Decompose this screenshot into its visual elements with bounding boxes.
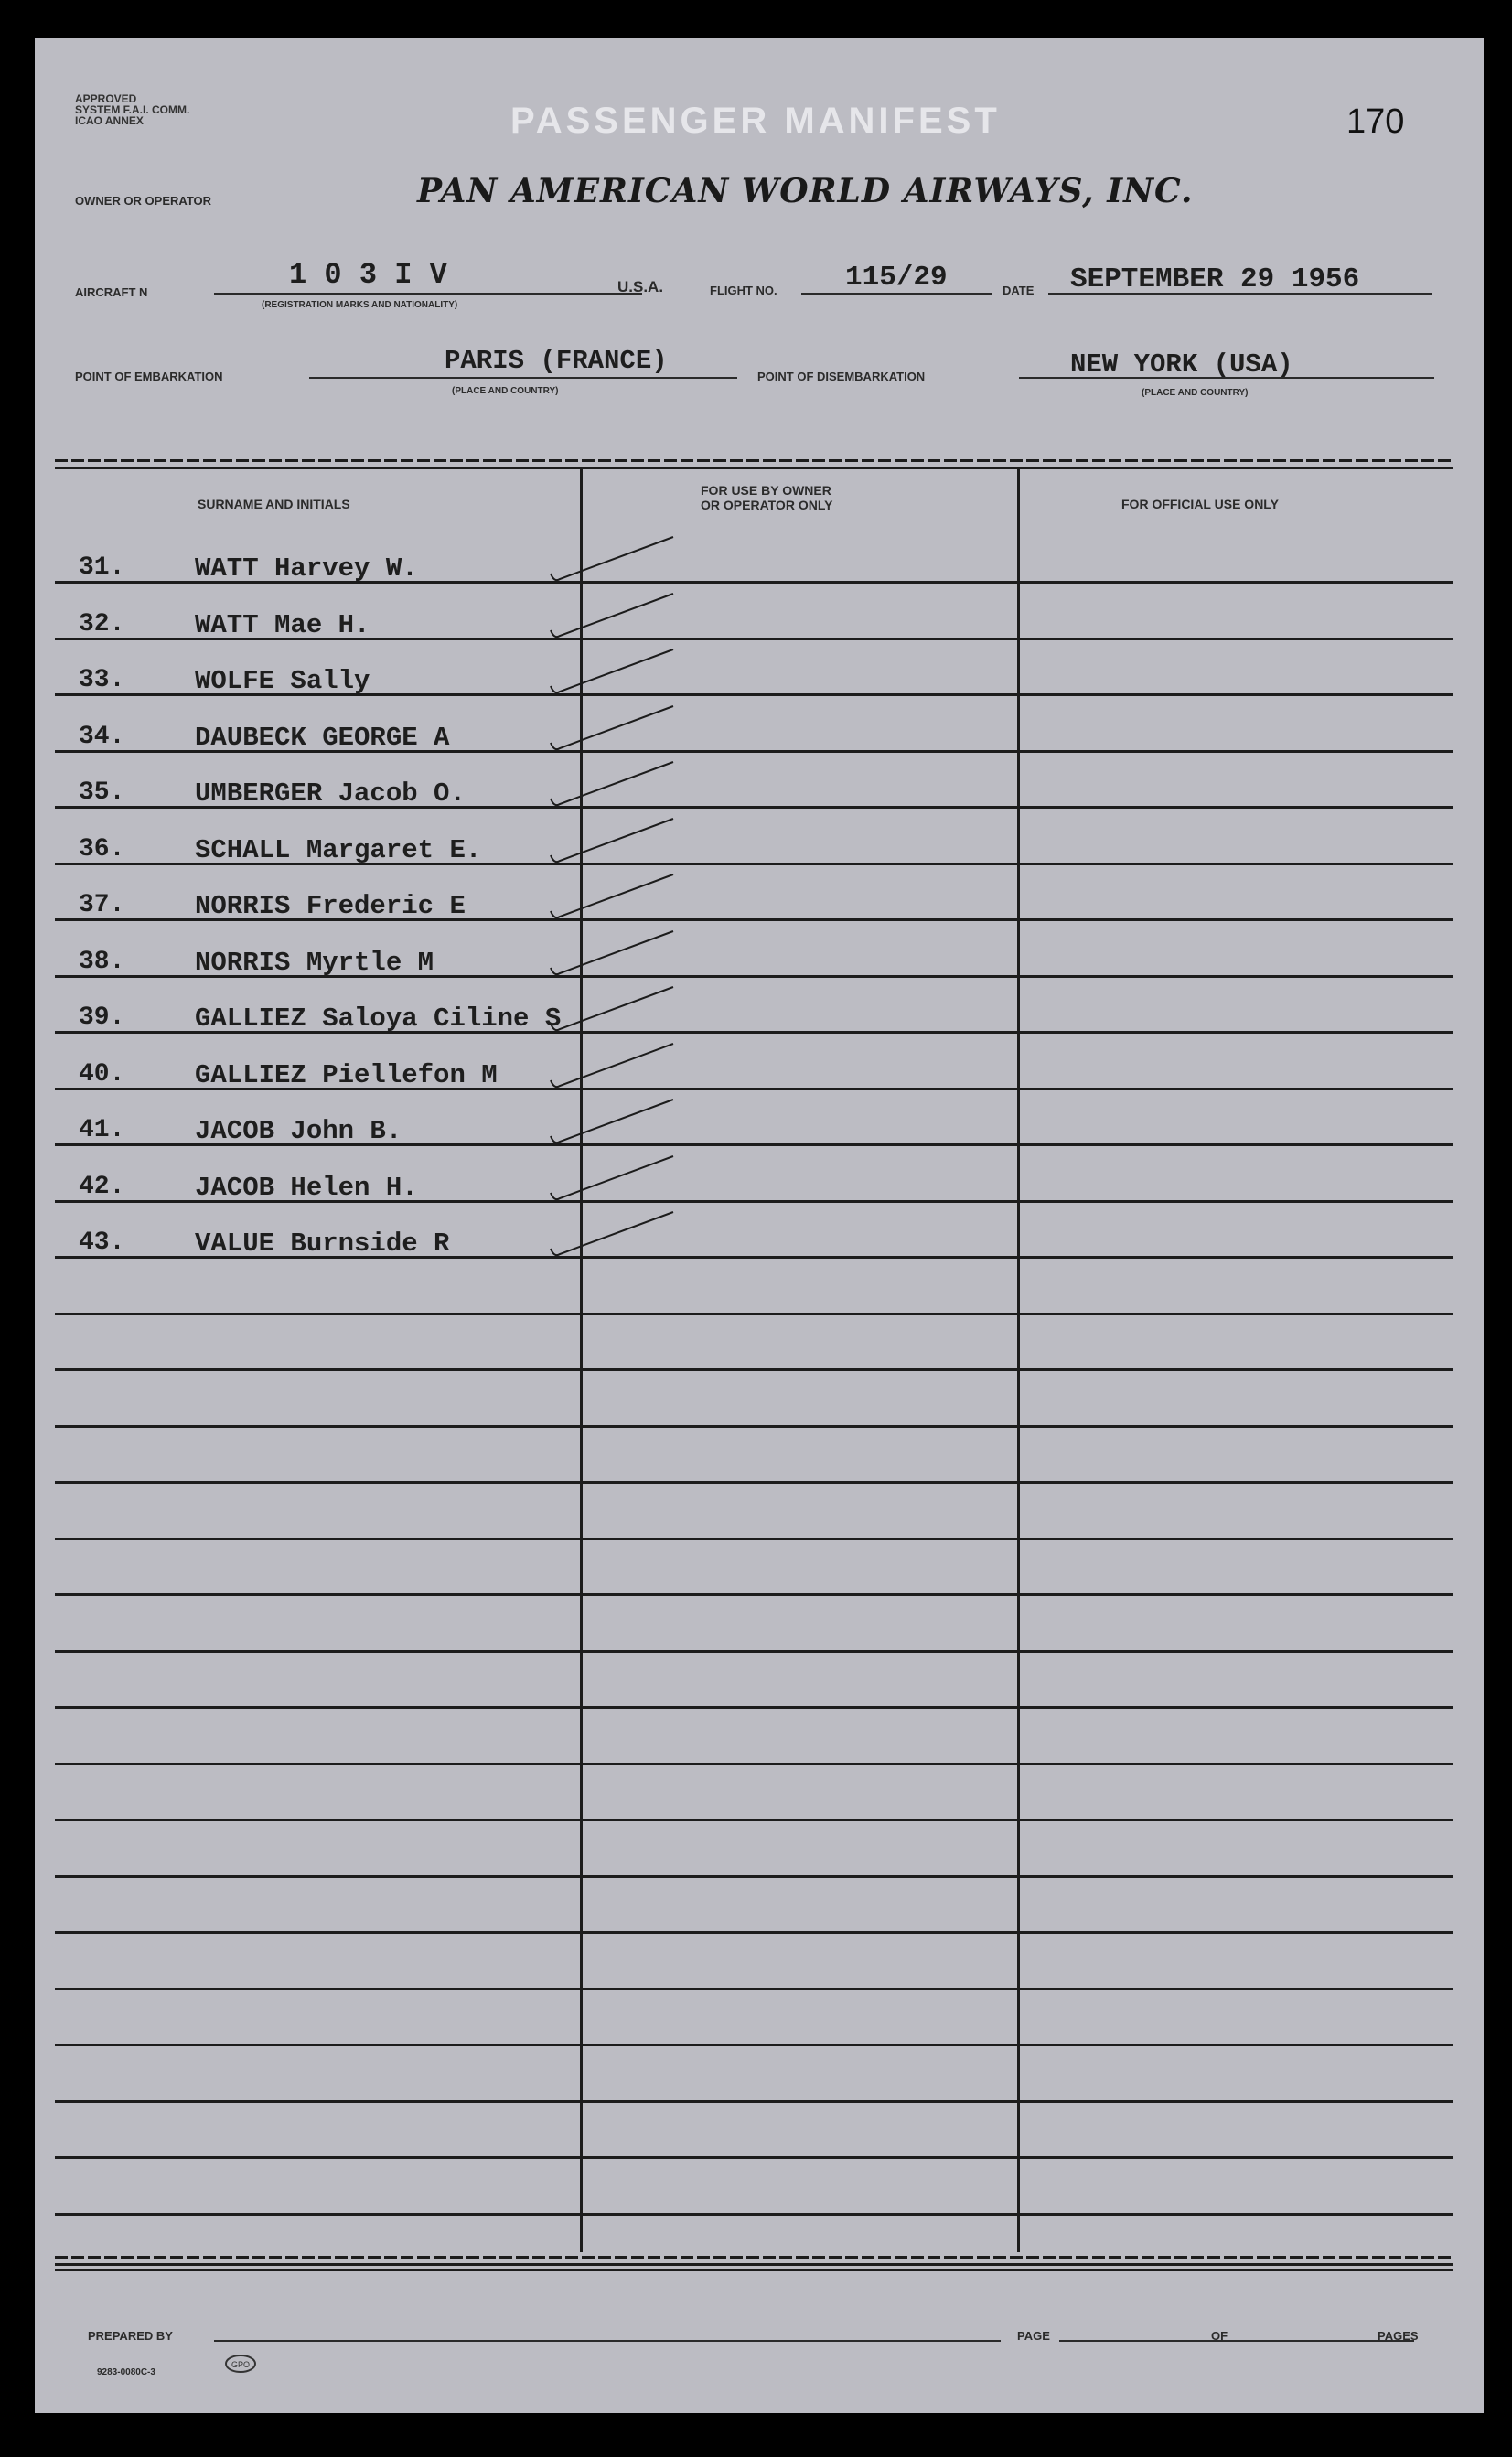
- form-number: 9283-0080C-3: [97, 2367, 155, 2377]
- passenger-name: WATT Harvey W.: [195, 553, 418, 584]
- aircraft-value: 1 0 3 I V: [289, 258, 447, 292]
- embark-label: POINT OF EMBARKATION: [75, 370, 223, 383]
- embark-caption: (PLACE AND COUNTRY): [452, 386, 559, 396]
- checkmark-icon: [545, 1040, 710, 1100]
- approval-stamp: [75, 93, 189, 126]
- of-label: OF: [1211, 2329, 1228, 2343]
- checkmark-icon: [545, 1153, 710, 1212]
- passenger-name: NORRIS Frederic E: [195, 891, 466, 921]
- checkmark-icon: [545, 1096, 710, 1155]
- checkmark-icon: [545, 928, 710, 987]
- aircraft-label: AIRCRAFT N: [75, 285, 148, 299]
- passenger-number: 33.: [79, 666, 125, 694]
- nationality: U.S.A.: [617, 278, 664, 295]
- date-label: DATE: [1003, 284, 1035, 297]
- checkmark-icon: [545, 590, 710, 649]
- passenger-number: 39.: [79, 1003, 125, 1032]
- passenger-name: JACOB Helen H.: [195, 1173, 418, 1203]
- row-rule: [55, 1593, 1453, 1596]
- svg-text:GPO: GPO: [231, 2360, 251, 2369]
- row-rule: [55, 2269, 1453, 2271]
- row-rule: [55, 1481, 1453, 1484]
- checkmark-icon: [545, 533, 710, 593]
- checkmark-icon: [545, 1208, 710, 1268]
- owner-value: PAN AMERICAN WORLD AIRWAYS, INC.: [417, 172, 1194, 210]
- passenger-name: WATT Mae H.: [195, 610, 370, 640]
- registration-caption: (REGISTRATION MARKS AND NATIONALITY): [262, 300, 458, 310]
- row-rule: [55, 1313, 1453, 1315]
- row-rule: [55, 1819, 1453, 1821]
- row-rule: [55, 1368, 1453, 1371]
- column-official-use: FOR OFFICIAL USE ONLY: [1121, 497, 1279, 511]
- passenger-name: UMBERGER Jacob O.: [195, 778, 466, 809]
- checkmark-icon: [545, 758, 710, 818]
- passenger-number: 36.: [79, 835, 125, 864]
- row-rule: [55, 1650, 1453, 1653]
- checkmark-icon: [545, 646, 710, 705]
- row-rule: [55, 1425, 1453, 1428]
- page-title: PASSENGER MANIFEST: [510, 101, 1001, 141]
- row-rule: [55, 2044, 1453, 2046]
- approval-line-1: APPROVED: [75, 92, 137, 105]
- row-rule: [55, 2156, 1453, 2159]
- checkmark-icon: [545, 703, 710, 762]
- row-rule: [55, 1538, 1453, 1540]
- checkmark-icon: [545, 871, 710, 930]
- passenger-number: 34.: [79, 723, 125, 751]
- passenger-name: GALLIEZ Piellefon M: [195, 1060, 498, 1090]
- column-owner-use: FOR USE BY OWNER OR OPERATOR ONLY: [701, 483, 833, 512]
- embark-underline: [309, 377, 737, 379]
- manifest-sheet: [35, 38, 1484, 2413]
- flight-value: 115/29: [845, 262, 948, 294]
- passenger-number: 37.: [79, 891, 125, 919]
- row-rule: [55, 1988, 1453, 1990]
- checkmark-icon: [545, 815, 710, 874]
- passenger-number: 38.: [79, 948, 125, 976]
- printer-mark-icon: [222, 2353, 259, 2375]
- passenger-number: 31.: [79, 553, 125, 582]
- passenger-name: VALUE Burnside R: [195, 1228, 450, 1259]
- passenger-name: NORRIS Myrtle M: [195, 948, 434, 978]
- table-top-rule-2: [55, 467, 1453, 469]
- passenger-name: GALLIEZ Saloya Ciline S: [195, 1003, 562, 1034]
- passenger-number: 35.: [79, 778, 125, 807]
- pages-label: PAGES: [1378, 2329, 1419, 2343]
- passenger-name: JACOB John B.: [195, 1116, 402, 1146]
- row-rule: [55, 1875, 1453, 1878]
- row-rule: [55, 2213, 1453, 2216]
- row-rule: [55, 1931, 1453, 1934]
- passenger-number: 40.: [79, 1060, 125, 1089]
- date-value: SEPTEMBER 29 1956: [1070, 263, 1360, 295]
- passenger-name: DAUBECK GEORGE A: [195, 723, 450, 753]
- flight-label: FLIGHT NO.: [710, 284, 777, 297]
- disembark-label: POINT OF DISEMBARKATION: [757, 370, 926, 383]
- passenger-number: 42.: [79, 1173, 125, 1201]
- approval-line-3: ICAO ANNEX: [75, 114, 144, 127]
- column-surname: SURNAME AND INITIALS: [198, 497, 350, 511]
- table-bottom-rule-2: [55, 2263, 1453, 2266]
- page-number: 170: [1346, 102, 1405, 141]
- prepared-by-underline: [214, 2340, 1001, 2342]
- prepared-by-label: PREPARED BY: [88, 2329, 173, 2343]
- column-divider-2: [1017, 468, 1020, 2252]
- approval-line-2: SYSTEM F.A.I. COMM.: [75, 103, 190, 116]
- page-label: PAGE: [1017, 2329, 1050, 2343]
- passenger-number: 41.: [79, 1116, 125, 1144]
- table-bottom-rule: [55, 2256, 1453, 2259]
- disembark-caption: (PLACE AND COUNTRY): [1142, 388, 1249, 398]
- table-top-rule: [55, 459, 1453, 462]
- embark-value: PARIS (FRANCE): [445, 346, 668, 376]
- passenger-number: 43.: [79, 1228, 125, 1257]
- passenger-name: SCHALL Margaret E.: [195, 835, 482, 865]
- row-rule: [55, 1706, 1453, 1709]
- passenger-name: WOLFE Sally: [195, 666, 370, 696]
- disembark-value: NEW YORK (USA): [1070, 349, 1293, 380]
- row-rule: [55, 1763, 1453, 1765]
- owner-label: OWNER OR OPERATOR: [75, 194, 212, 208]
- passenger-number: 32.: [79, 610, 125, 638]
- aircraft-underline: [214, 293, 642, 295]
- checkmark-icon: [545, 983, 710, 1043]
- row-rule: [55, 2100, 1453, 2103]
